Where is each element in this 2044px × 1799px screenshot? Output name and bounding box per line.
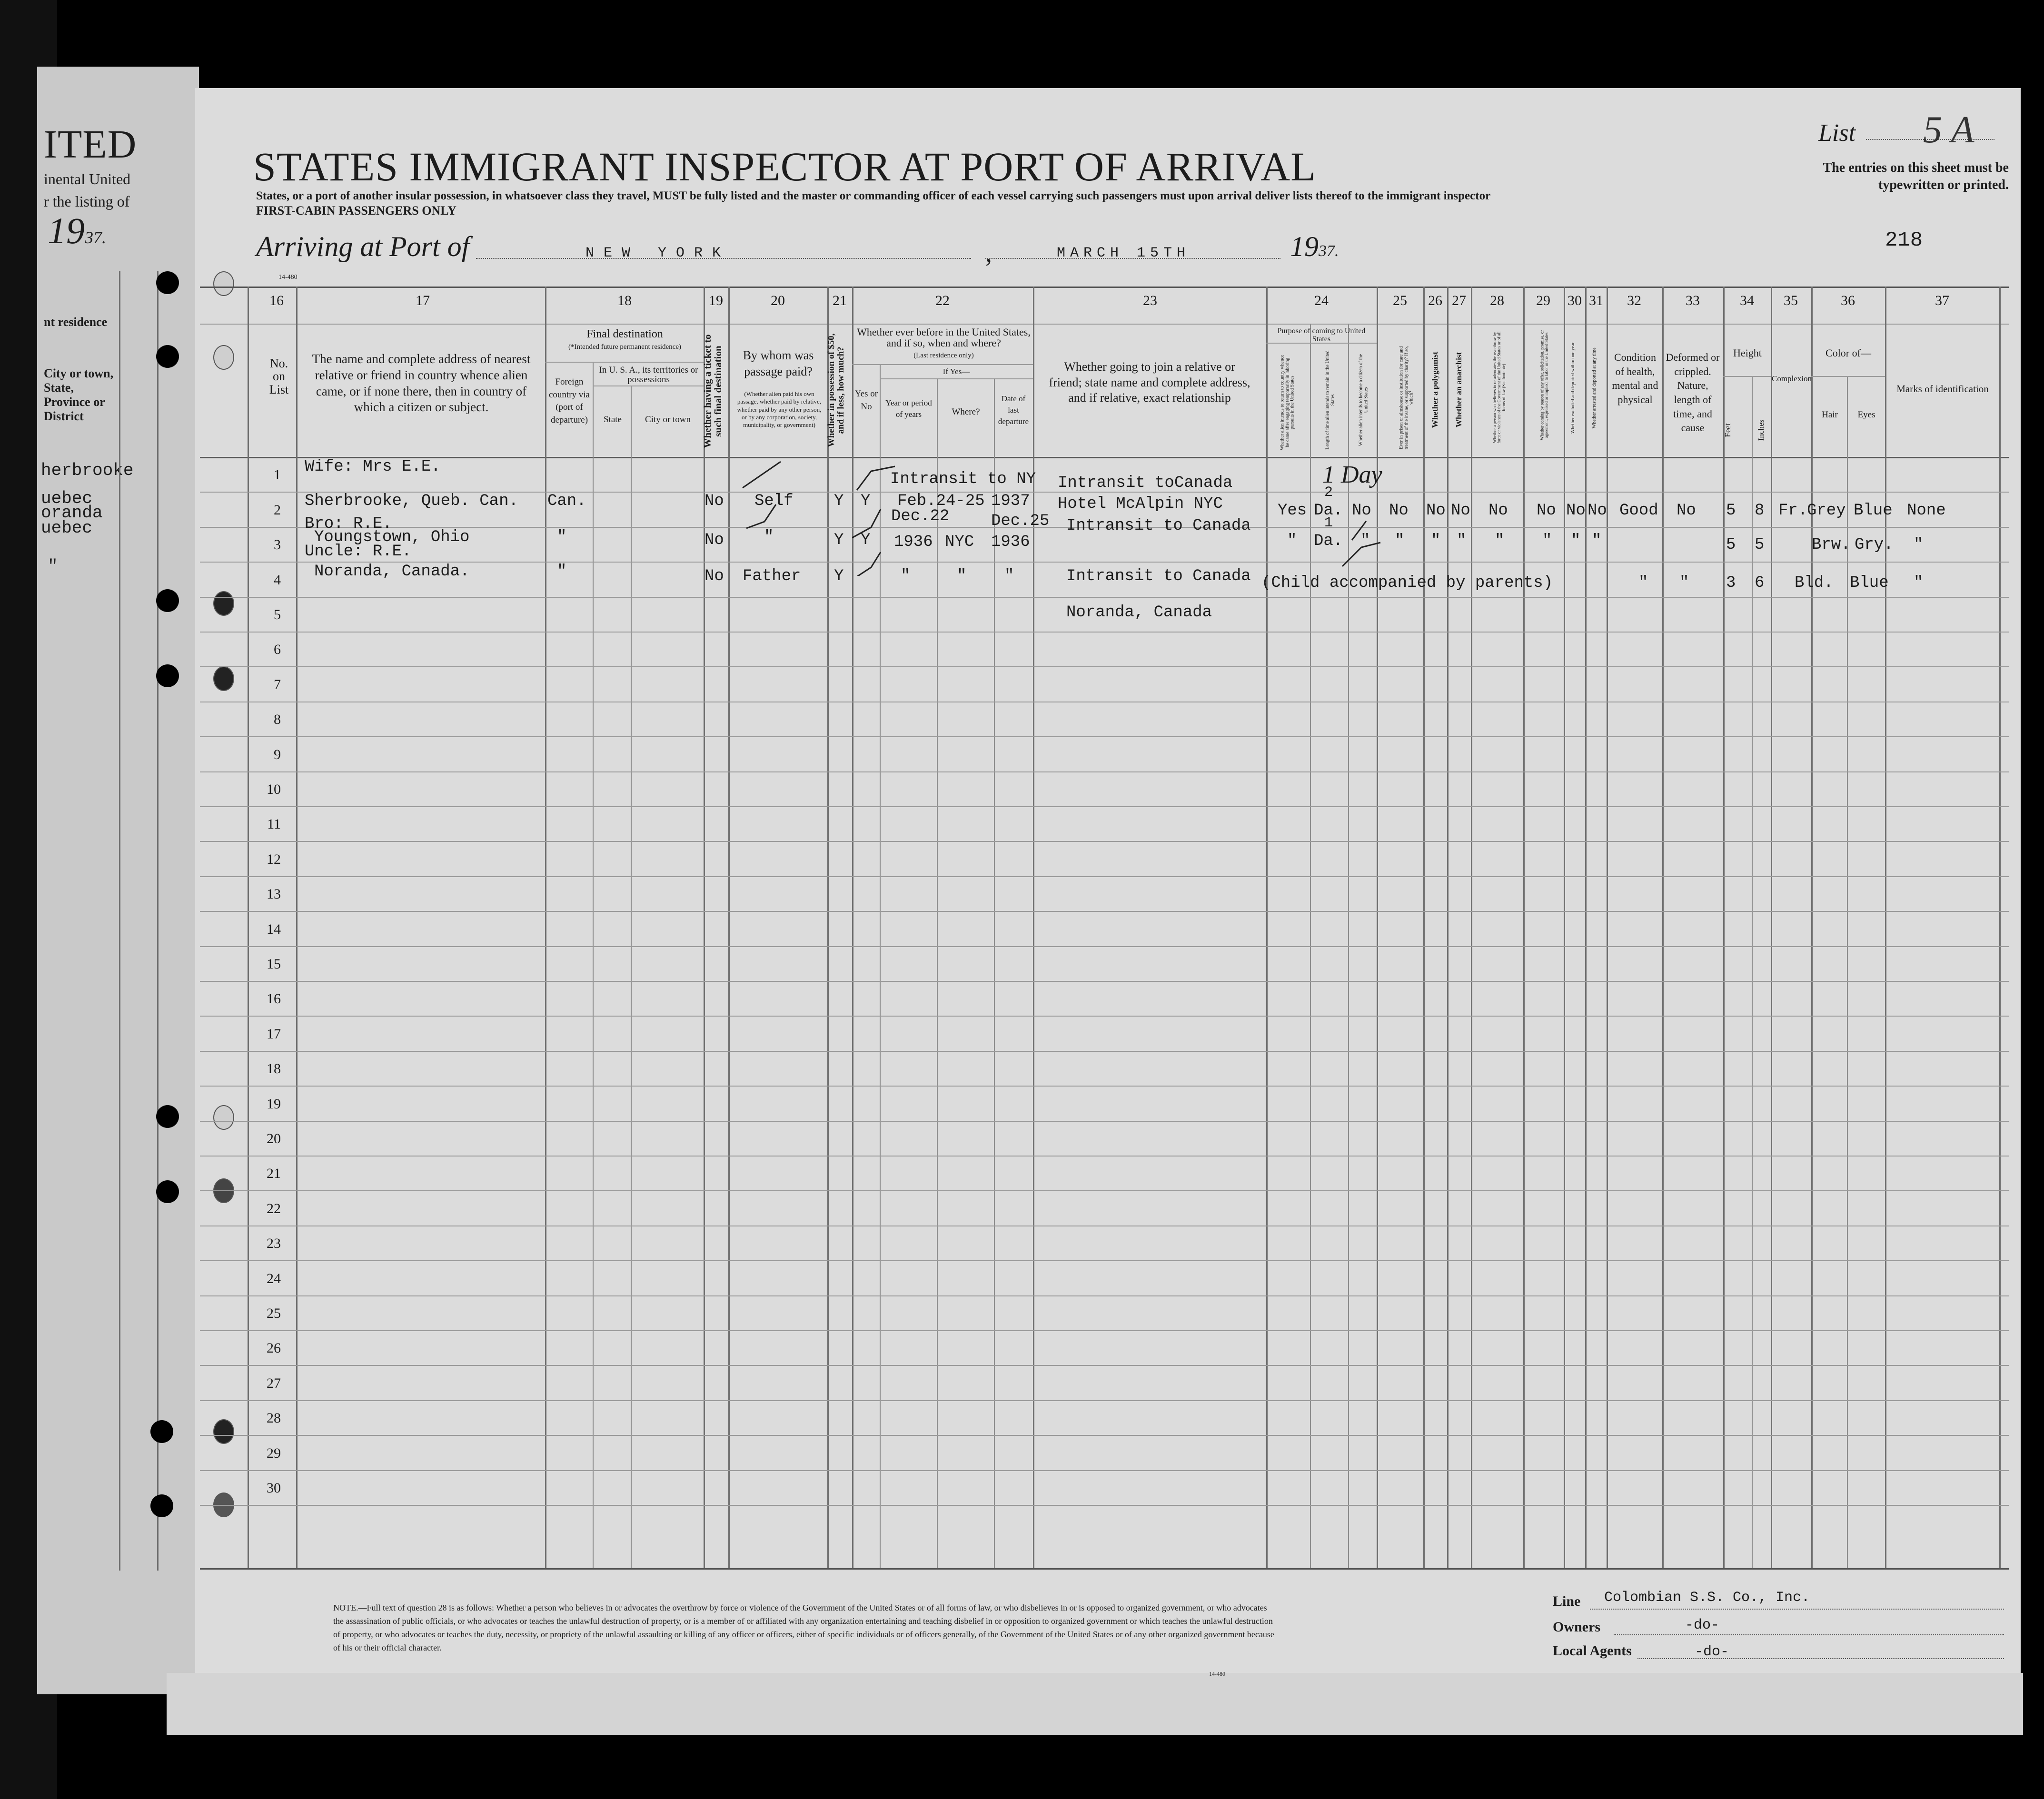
header-health: Condition of health, mental and physical [1612,351,1658,406]
r2-year: 1936 [894,533,933,551]
header-color-of: Color of— [1826,347,1871,359]
row-rule [200,1121,2009,1122]
r1-prison: No [1389,502,1409,520]
row-rule [200,632,2009,633]
r1-relative-name: Wife: Mrs E.E. [305,458,441,476]
column-rule [1811,287,1813,1568]
r2-ticket: No [704,531,724,549]
col-number: 30 [1568,293,1582,308]
r1-length: Da. [1314,502,1343,520]
left-page-city-header: City or town, State, Province or District [44,366,114,423]
r1-hair: Grey [1807,502,1846,520]
header-feet: Feet [1723,423,1733,437]
r3-relative-name: Uncle: R.E. [305,543,412,561]
left-page-line1: inental United [44,170,131,188]
header-polygamist: Whether a polygamist [1430,351,1440,428]
r2-passage-paid: " [764,528,774,546]
row-rule [200,1086,2009,1087]
column-rule [1423,287,1425,1568]
r2-ditto: " [1457,532,1467,550]
column-rule [1607,287,1608,1568]
header-rule [200,324,2009,325]
r2-foreign-country: " [557,528,567,546]
row-number: 24 [267,1271,281,1286]
header-purpose-citizen: Whether alien intends to become a citizen of the United States [1358,354,1369,446]
row-rule [200,1400,2009,1401]
r3-ditto: " [1004,567,1014,585]
r2-hair: Brw. [1812,536,1851,554]
r1-passage-paid: Self [754,492,794,510]
line-value: Colombian S.S. Co., Inc. [1604,1590,1810,1606]
left-page-year: 1937. [48,210,106,251]
row-number: 3 [274,537,281,553]
binder-hole [150,1494,173,1517]
row-number: 23 [267,1236,281,1251]
r1-relative-address: Sherbrooke, Queb. Can. [305,492,518,510]
row-rule [200,841,2009,842]
r2-length: Da. [1314,532,1343,550]
row-number: 5 [274,607,281,623]
column-rule [1523,287,1525,1568]
column-rule [593,362,594,1568]
r2-relative-name: Bro: R.E. [305,515,392,533]
r1-feet: 5 [1726,502,1736,520]
header-purpose-return: Whether alien intends to return to country whence he came after engaging temporarily in laboring pursuits in the United States [1280,355,1295,451]
row-rule [200,1260,2009,1261]
r2-ditto: " [1592,532,1602,550]
header-hair: Hair [1822,410,1838,420]
r2-ditto: " [1495,532,1505,550]
header-prison: Ever in prison or almshouse or institution for care and treatment of the insane, or supported by charity? If so, which? [1399,346,1414,450]
column-rule [296,287,298,1568]
binder-hole-edge [213,345,234,370]
row-number: 1 [274,467,281,483]
binder-hole [156,589,179,612]
r2-where: NYC [945,533,974,551]
left-page-title-fragment: ITED [44,122,137,167]
r1-arrested: No [1588,502,1607,520]
header-no-on-list: No. on List [269,356,289,396]
row-number: 18 [267,1061,281,1077]
row-number: 7 [274,677,281,692]
r1-deformed: No [1677,502,1696,520]
owners-value: -do- [1685,1617,1720,1633]
header-if-yes: If Yes— [943,367,970,376]
r3-marks: " [1914,574,1924,592]
column-rule [1885,287,1886,1568]
r1-polygamist: No [1426,502,1446,520]
r1-join-relative: Hotel McAlpin NYC [1058,495,1223,513]
left-entry-3: oranda [41,503,103,523]
check-marks-purpose [1333,514,1390,576]
form-title: STATES IMMIGRANT INSPECTOR AT PORT OF ARRIVAL [253,144,1316,189]
agents-underline [1637,1658,2004,1659]
r3-money: Y [834,567,844,585]
owners-label: Owners [1553,1619,1600,1635]
col-number: 16 [269,293,284,308]
row-number: 11 [267,816,281,832]
subheader-rule [880,378,1033,379]
binder-hole [156,345,179,368]
row-number: 28 [267,1410,281,1426]
row-number: 20 [267,1131,281,1147]
list-label: List [1818,119,1856,147]
column-rule [248,287,249,1568]
header-join-relative: Whether going to join a relative or friend; state name and complete address, and if relative, exact relationship [1049,360,1250,405]
header-complexion: Complexion [1772,374,1812,383]
subheader-rule [1723,376,1771,377]
r2-one: 1 [1324,515,1333,531]
col-number: 31 [1589,293,1603,308]
row-number: 15 [267,956,281,972]
binder-hole-edge [213,666,234,691]
r1-question-28: No [1488,502,1508,520]
column-rule [1999,287,2001,1568]
header-ever-before-sub: (Last residence only) [913,352,974,359]
r3-join-relative: Intransit to Canada [1066,567,1251,585]
r2-join-relative: Intransit to Canada [1066,517,1251,535]
row-rule [200,1016,2009,1017]
header-final-destination: Final destination [586,328,663,340]
r2-purpose-return: " [1287,532,1297,550]
r1-foreign-country: Can. [547,492,586,510]
column-rule [631,386,632,1568]
r1-intransit-ny: Intransit to NY [890,470,1036,488]
r3-inches: 6 [1755,574,1765,592]
left-facing-page [37,67,199,1694]
r1-handwritten-day: 1 Day [1322,461,1382,488]
row-number: 8 [274,712,281,727]
row-rule [200,1190,2009,1191]
column-rule [994,378,995,1568]
header-inches: Inches [1756,419,1766,441]
header-arrested: Whether arrested and deported at any time [1591,347,1597,429]
r1-intransit-canada: Intransit toCanada [1058,474,1233,492]
r2-departure: 1936 [991,533,1030,551]
r3-child-note: (Child accompanied by parents) [1261,574,1553,592]
row-number: 6 [274,642,281,657]
r2-inches: 5 [1755,536,1765,554]
col-number: 22 [935,293,950,308]
port-name: NEW YORK [585,245,731,261]
col-number: 36 [1841,293,1855,308]
r2-feet: 5 [1726,536,1736,554]
r2-date-top: Dec.25 [991,512,1050,530]
row-number: 26 [267,1340,281,1356]
row-number: 22 [267,1201,281,1216]
r3-feet: 3 [1726,574,1736,592]
row-rule [200,1330,2009,1331]
col-number: 17 [416,293,430,308]
header-yes-no: Yes or No [854,389,878,412]
comma-sep: , [985,238,992,268]
form-code: 14-480 [278,274,298,281]
header-deformed: Deformed or crippled. Nature, length of time, and cause [1666,351,1720,434]
col-number: 23 [1143,293,1157,308]
r3-hair: Bld. [1795,574,1834,592]
header-ticket: Whether having a ticket to such final destination [701,334,724,448]
left-page-line2: r the listing of [44,193,130,210]
column-rule [1752,376,1753,1568]
left-page-rule [119,271,120,1571]
row-rule [200,597,2009,598]
r2-ditto: " [1542,532,1552,550]
binder-hole-edge [213,1105,234,1130]
line-label: Line [1553,1593,1581,1609]
page-number: 218 [1885,228,1923,252]
binder-hole [150,1420,173,1443]
r1-excluded: No [1566,502,1586,520]
header-purpose-length: Length of time alien intends to remain in the United States [1325,350,1335,450]
r1-departure: 1937 [991,492,1030,510]
r2-relative-address: Youngstown, Ohio [314,528,470,546]
r1-citizen: No [1352,502,1371,520]
row-number: 4 [274,572,281,588]
header-fifty-dollars: Whether in possession of $50, and if less, how much? [826,333,846,447]
r1-complexion: Fr. [1778,502,1808,520]
table-bottom-rule [200,1568,2009,1570]
left-entry-1: herbrooke [41,461,134,480]
column-rule [1847,376,1848,1568]
row-number: 30 [267,1480,281,1496]
r3-join-address: Noranda, Canada [1066,603,1212,622]
subheader-rule [545,362,704,363]
r2-eyes: Gry. [1855,536,1894,554]
header-bottom-rule [200,457,2009,458]
row-rule [200,806,2009,807]
header-ever-before: Whether ever before in the United States, and if so, when and where? [857,326,1031,349]
col-number: 34 [1740,293,1754,308]
footnote-question-28: NOTE.—Full text of question 28 is as follows: Whether a person who believes in or advocates the overthrow by force or violence of the Government of the United States or of all forms of law, or who disbelieves in or is opposed to organized government, or who advocates the assassination of public officials, or who advocates or teaches the unlawful destruction of property, or is a member of or affiliated with any organization entertaining and teaching disbelief in or opposition to organized government or which teaches the unlawful destruction of property, or who advocates or teaches the duty, necessity, or propriety of the unlawful assaulting or killing of any officer or officers, either of specific individuals or of officers generally, of the Government of the United States or of any other organized government because of his or their official character. [333,1603,1274,1652]
r3-foreign-country: " [557,563,567,581]
r1-anarchist: No [1451,502,1470,520]
row-rule [200,1051,2009,1052]
row-number: 16 [267,991,281,1007]
row-number: 9 [274,747,281,762]
row-rule [200,736,2009,737]
row-number: 21 [267,1166,281,1181]
header-in-usa: In U. S. A., its territories or possessions [599,365,698,385]
col-number: 21 [833,293,847,308]
row-number: 14 [267,921,281,937]
header-state: State [604,415,622,425]
r2-ever-before: Y [861,531,871,549]
subheader-rule [1811,376,1885,377]
r1-ever-before: Y [861,492,871,510]
row-rule [200,1435,2009,1436]
row-number: 10 [267,781,281,797]
header-date-departure: Date of last departure [998,394,1029,426]
col-number: 19 [709,293,723,308]
r3-deformed: " [1679,574,1689,592]
r1-fraction: 2 [1324,484,1333,501]
col-number: 18 [617,293,632,308]
row-number: 13 [267,886,281,902]
row-number: 12 [267,851,281,867]
header-purpose: Purpose of coming to United States [1277,327,1366,343]
r3-ditto: " [901,567,911,585]
r3-ditto: " [957,567,967,585]
r2-ditto: " [1431,532,1441,550]
col-number: 32 [1627,293,1641,308]
r3-ticket: No [704,567,724,585]
header-foreign-country: Foreign country via (port of departure) [548,377,590,425]
r1-money: Y [834,492,844,510]
column-rule [1771,287,1772,1568]
r2-marks: " [1914,536,1924,554]
r1-eyes: Blue [1854,502,1893,520]
left-entry-2: uebec [41,489,93,508]
column-rule [1471,287,1472,1568]
r2-ditto: " [1571,532,1581,550]
arrival-date: MARCH 15TH [1057,245,1191,261]
binder-hole [156,1105,179,1128]
row-rule [200,946,2009,947]
left-page-residence-header: nt residence [44,315,108,329]
row-number: 17 [267,1026,281,1042]
column-rule [704,287,705,1568]
binder-hole-edge [213,1419,234,1444]
col-number: 37 [1935,293,1949,308]
header-city: City or town [645,415,691,425]
column-rule [1266,287,1268,1568]
page-underlay-strip [167,1673,2023,1735]
check-marks-paid [733,457,828,543]
r2-ditto: " [1360,532,1370,550]
r3-passage-paid: Father [743,567,801,585]
col-number: 25 [1393,293,1407,308]
column-rule [1662,287,1664,1568]
header-where: Where? [952,407,980,417]
header-passage-paid-sub: (Whether alien paid his own passage, whether paid by relative, whether paid by any other person, or by any corporation, society, municipality, or government) [737,390,822,428]
r3-relative-address: Noranda, Canada. [314,563,470,581]
header-labor-offer: Whether coming by reason of any offer, solicitation, promise, or agreement, expressed or implied, to labor in the United States [1539,330,1549,441]
row-number: 19 [267,1096,281,1112]
form-subtitle: States, or a port of another insular possession, in whatsoever class they travel, MUST be fully listed and the master or commanding officer of each vessel carrying such passengers must upon arrival deliver lists thereof to the immigrant inspector [256,189,1491,202]
row-number: 25 [267,1305,281,1321]
column-rule [728,287,730,1568]
footer-form-code: 14-480 [1209,1670,1225,1677]
header-marks: Marks of identification [1896,383,1989,395]
arrival-year: 1937. [1290,231,1339,262]
r1-purpose-return: Yes [1278,502,1307,520]
col-number: 28 [1490,293,1504,308]
binder-hole [156,271,179,294]
owners-underline [1614,1634,2004,1635]
header-passage-paid: By whom was passage paid? [743,348,814,378]
typewritten-note: The entries on this sheet must be typewritten or printed. [1823,160,2009,193]
table-top-rule [200,287,2009,288]
binder-hole [156,1180,179,1203]
r3-health: " [1638,574,1648,592]
column-rule [545,287,546,1568]
r1-year: Feb.24-25 [897,492,985,510]
row-rule [200,876,2009,877]
binder-hole-edge [213,271,234,296]
header-question-28: Whether a person who believes in or advocates the overthrow by force or violence of the Government of the United States or of all forms of law (See footnote) [1492,331,1506,444]
header-final-destination-sub: (*Intended future permanent residence) [568,343,681,351]
col-number: 29 [1536,293,1550,308]
row-rule [200,1470,2009,1471]
col-number: 24 [1314,293,1329,308]
line-underline [1590,1609,2004,1610]
r2-money: Y [834,531,844,549]
column-rule [1447,287,1449,1568]
header-nearest-relative: The name and complete address of nearest relative or friend in country whence alien came, or if none there, then in country of which a citizen or subject. [312,352,531,415]
col-number: 26 [1428,293,1442,308]
header-year-period: Year or period of years [885,398,932,419]
header-anarchist: Whether an anarchist [1454,352,1464,427]
r3-eyes: Blue [1850,574,1889,592]
row-rule [200,666,2009,667]
binder-hole [156,664,179,687]
r1-ticket: No [704,492,724,510]
list-number-handwritten: 5 A [1923,109,1975,151]
header-height: Height [1733,347,1762,359]
row-number: 27 [267,1375,281,1391]
r1-health: Good [1619,502,1658,520]
local-agents-value: -do- [1695,1644,1729,1660]
row-rule [200,1295,2009,1296]
column-rule [1585,287,1587,1568]
row-rule [200,562,2009,563]
col-number: 20 [771,293,785,308]
r1-marks: None [1907,502,1946,520]
column-rule [1564,287,1565,1568]
row-rule [200,1365,2009,1366]
local-agents-label: Local Agents [1553,1643,1632,1659]
left-entry-5: " [48,557,58,576]
r2-ditto: " [1395,532,1405,550]
row-rule [200,911,2009,912]
row-number: 29 [267,1445,281,1461]
check-marks-before [852,457,950,576]
r2-year-top: Dec.22 [891,507,950,525]
arriving-label: Arriving at Port of [256,231,470,262]
r1-labor: No [1537,502,1556,520]
binder-hole-edge [213,591,234,616]
r1-inches: 8 [1755,502,1765,520]
row-rule [200,771,2009,772]
left-entry-4: uebec [41,518,93,538]
left-page-rule [157,271,159,1571]
passenger-class: FIRST-CABIN PASSENGERS ONLY [256,204,456,217]
header-eyes: Eyes [1857,410,1875,420]
column-rule [1723,287,1725,1568]
col-number: 33 [1686,293,1700,308]
row-rule [200,1505,2009,1506]
row-number: 2 [274,502,281,518]
header-excluded: Whether excluded and deported within one year [1570,342,1576,434]
subheader-rule [852,364,1033,365]
row-rule [200,981,2009,982]
col-number: 27 [1452,293,1466,308]
col-number: 35 [1784,293,1798,308]
